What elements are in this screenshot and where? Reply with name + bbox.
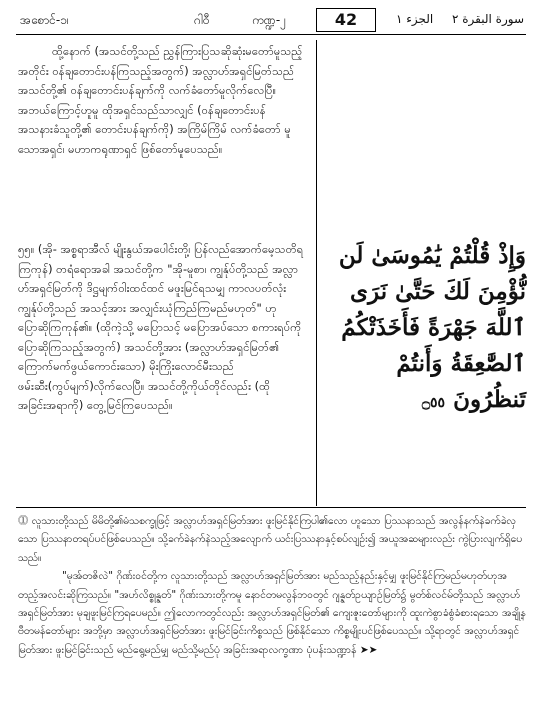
- paragraph-text: ထို့နောက် (အသင်တို့သည် ညွှန်ကြားပြသဆိုဆုံးမတော်မူသည့်အတိုင်း ဝန်ချတောင်းပန်ကြသည့်အတွက်) အလ္လာဟ်အရှင်မြတ်သည် အသင်တို့၏ ဝန်ချတောင်းပန်ချက်ကို လက်ခံတော်မူလိုက်လေပြီ။ အဘယ်ကြောင့်ဟူမူ ထိုအရှင်သည်သာလျှင် (ဝန်ချတောင်းပန် အသနားခံသူတို့၏ တောင်းပန်ချက်ကို) အကြိမ်ကြိမ် လက်ခံတော် မူသောအရှင်၊ မဟာကရုဏာရှင် ဖြစ်တော်မူပေသည်။: [18, 44, 303, 156]
- translation-paragraph-1: [18, 42, 308, 159]
- ayah-text: وَإِذْ قُلْتُمْ يَٰمُوسَىٰ لَن نُّؤْمِنَ لَكَ حَتَّىٰ نَرَى ٱللَّهَ جَهْرَةً فَأَخَذَتْكُمُ ٱلصَّٰعِقَةُ وَأَنتُمْ تَنظُرُونَ: [338, 242, 526, 413]
- ayah-end-marker: ۝٥٥: [421, 395, 446, 411]
- translation-paragraph-2: [18, 240, 308, 416]
- sub-label: ကဏ္ဍ-၂: [252, 13, 287, 27]
- chapter-label: အစောင်-၁၊: [20, 13, 69, 27]
- footnote-paragraph-2: "မုအ်တဇိလဲ" ဂိုဏ်းဝင်တို့က လူသားတို့သည် အလ္လာဟ်အရှင်မြတ်အား မည်သည့်နည်းနှင့်မျှ ဖူးမြင်နိုင်ကြမည်မဟုတ်ဟုအတည့်အလင်းဆိုကြသည်။ "အဟ်လိစ္စုန္နတ်" ဂိုဏ်းသားတို့ကမူ နောင်တမလွန်ဘဝတွင် ဂျန္နတ်ဥယျာဉ်မြတ်၌ မွတ်စ်လင်မ်တို့သည် အလ္လာဟ်အရှင်မြတ်အား မုချဖူးမြင်ကြရပေမည်။ ဤလောကတွင်လည်း အလ္လာဟ်အရှင်မြတ်၏ ကျေးဇူးတော်များကို ထူးကဲစွာခံစွံခံစားရသော အချို့နဗီတမန်တော်များ အဘို့မှာ အလ္လာဟ်အရှင်မြတ်အား ဖူးမြင်ခြင်းကိစ္စသည် ဖြစ်နိုင်သော ကိစ္စမျိုးပင်ဖြစ်ပေသည်။ သို့ရာတွင် အလ္လာဟ်အရှင်မြတ်အား ဖူးမြင်ခြင်းသည် မည်ရွေ့မည်မျှ မည်သို့မည်ပုံ အခြင်းအရာလက္ခဏာ ပုံပန်းသဏ္ဍာန် ➤➤: [18, 570, 526, 656]
- footnote-divider: [16, 507, 526, 508]
- page-number: 42: [316, 8, 376, 32]
- header-divider: [16, 34, 526, 35]
- column-divider: [316, 40, 317, 506]
- page-label: ဂါဝီ: [194, 13, 210, 27]
- page-header: [16, 8, 526, 34]
- juz-label: الجزء ١: [396, 12, 434, 26]
- paragraph-text: ၅၅။ (အို- အစ္စရာအီလ် မျိုးနွယ်အပေါင်းတို့၊ ပြန်လည်အောက်မေ့သတိရကြကုန်) တရံရောအခါ အသင်တို့က "အို-မူစာ၊ ကျွန်ုပ်တို့သည် အလ္လာဟ်အရှင်မြတ်ကို ဒိဋ္ဌမျက်ဝါးထင်ထင် မဖူးမြင်ရသမျှ ကာလပတ်လုံး ကျွန်ုပ်တို့သည် အသင့်အား အလျှင်းယုံကြည်ကြမည်မဟုတ်" ဟု ပြောဆိုကြကုန်၏။ (ထိုကဲ့သို့ မပြောသင့် မပြောအပ်သော စကားရပ်ကို ပြောဆိုကြသည့်အတွက်) အသင်တို့အား (အလ္လာဟ်အရှင်မြတ်၏ ကြောက်မက်ဖွယ်ကောင်းသော) မိုးကြိုးလောင်မီးသည် ဖမ်းဆီး(ကွပ်မျက်)လိုက်လေပြီ။ အသင်တို့ကိုယ်တိုင်လည်း (ထိုအခြင်းအရာကို) တွေ့မြင်ကြပေသည်။: [18, 242, 304, 412]
- footnote: [18, 512, 526, 659]
- footnote-paragraph-1: ⓵ လူသားတို့သည် မိမိတို့၏မံသစက္ခုဖြင့် အလ္လာဟ်အရှင်မြတ်အား ဖူးမြင်နိုင်ကြပါ၏လော ဟူသော ပြဿနာသည် အလွန်နက်နဲခက်ခဲလှသော ပြဿနာတရပ်ပင်ဖြစ်ပေသည်။ သို့ခက်ခဲနက်နဲသည့်အလျောက် ယင်းပြဿနာနှင့်စပ်လျဉ်း၍ အယူအဆများလည်း ကွဲပြားလျက်ရှိပေသည်။: [18, 515, 523, 564]
- arabic-ayah: [324, 238, 526, 421]
- surah-label: سورة البقرة ٢: [451, 12, 524, 26]
